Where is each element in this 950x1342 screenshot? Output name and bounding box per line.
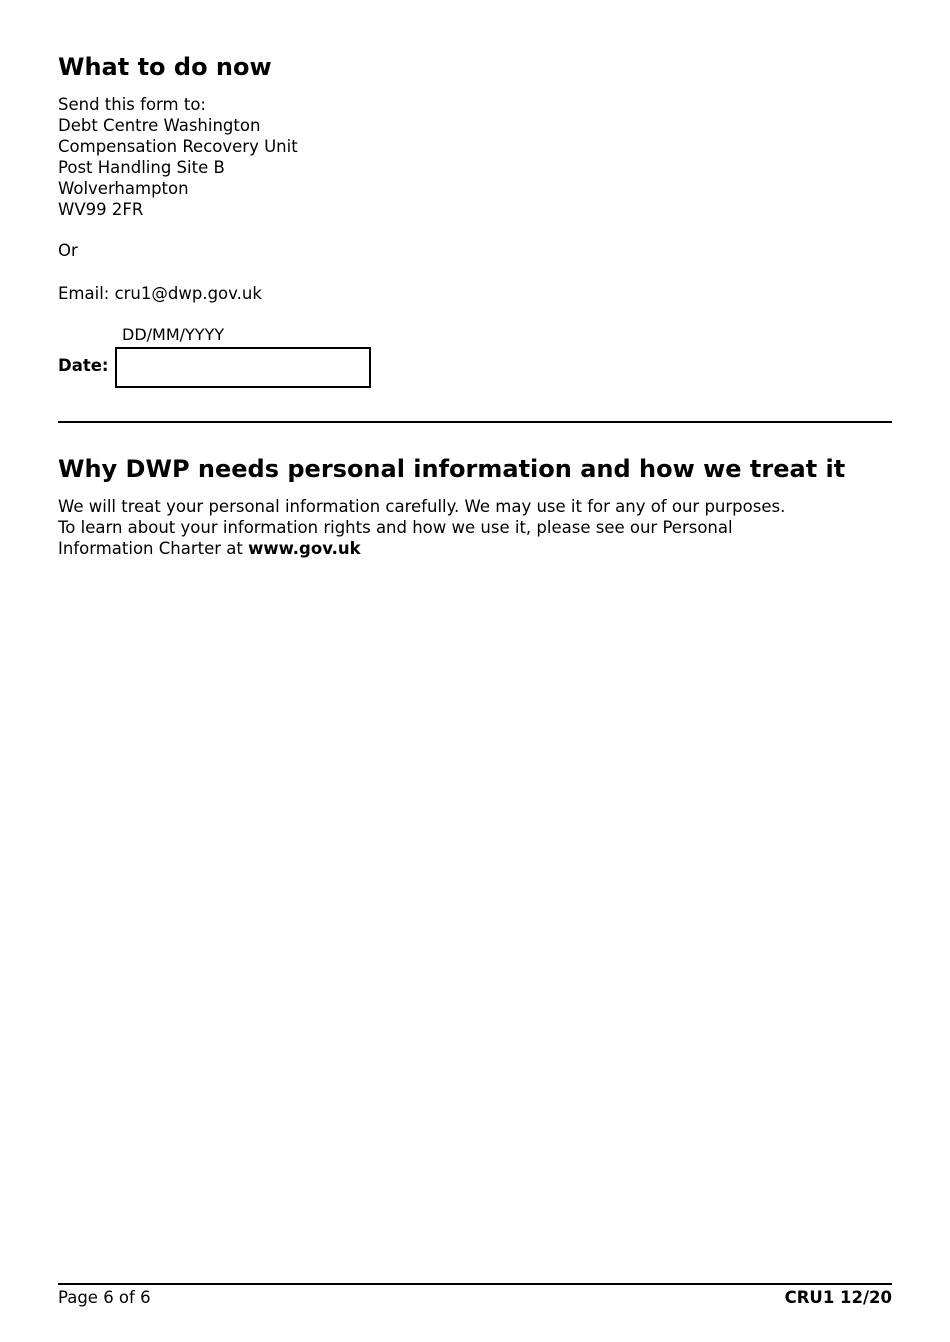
what-to-do-heading: What to do now (58, 53, 272, 81)
date-format-hint: DD/MM/YYYY (122, 325, 225, 344)
privacy-line: To learn about your information rights and how we use it, please see our Personal (58, 518, 733, 537)
privacy-line: We will treat your personal information carefully. We may use it for any of our purposes. (58, 497, 786, 516)
page-number: Page 6 of 6 (58, 1288, 151, 1307)
postal-address (58, 94, 298, 220)
address-line: Debt Centre Washington (58, 116, 261, 135)
privacy-line-prefix: Information Charter at (58, 539, 249, 558)
or-text: Or (58, 241, 78, 260)
privacy-paragraph (58, 496, 785, 559)
gov-uk-link[interactable]: www.gov.uk (248, 539, 361, 558)
address-line: WV99 2FR (58, 200, 144, 219)
address-line: Wolverhampton (58, 179, 189, 198)
privacy-heading: Why DWP needs personal information and how we treat it (58, 455, 846, 483)
address-line: Compensation Recovery Unit (58, 137, 298, 156)
email-address-text: Email: cru1@dwp.gov.uk (58, 284, 262, 303)
footer-divider (58, 1283, 892, 1285)
date-input[interactable] (115, 347, 371, 388)
form-code: CRU1 12/20 (784, 1288, 892, 1307)
date-label: Date: (58, 356, 109, 375)
address-line: Post Handling Site B (58, 158, 225, 177)
address-line: Send this form to: (58, 95, 206, 114)
section-divider (58, 421, 892, 423)
privacy-line (58, 538, 785, 559)
